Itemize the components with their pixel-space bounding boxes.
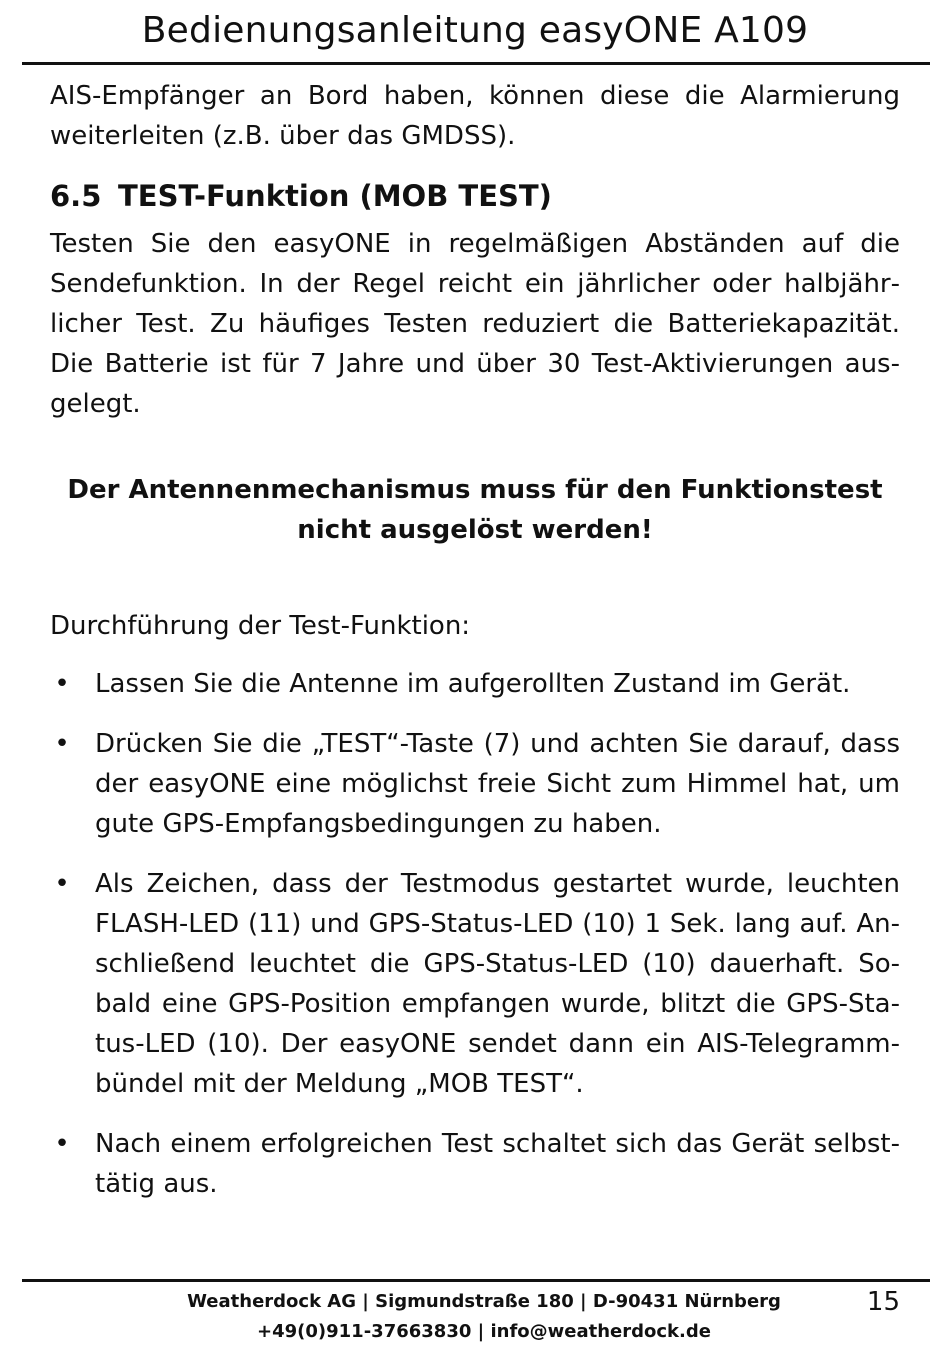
bullet-icon: • — [54, 1129, 70, 1159]
section-heading — [50, 176, 900, 216]
list-item — [50, 664, 900, 704]
list-item — [50, 864, 900, 1104]
list-item — [50, 724, 900, 844]
header-rule — [22, 62, 930, 65]
section-number: 6.5 — [50, 179, 102, 213]
page-header-title: Bedienungsanleitung easyONE A109 — [141, 10, 809, 51]
warning-note: Der Antennenmechanismus muss für den Funktionstest nicht ausgelöst werden! — [67, 475, 883, 545]
continuation-paragraph: AIS-Empfänger an Bord haben, können diese die Alarmierung weiterleiten (z.B. über das GMDSS). — [50, 81, 900, 151]
page-content — [50, 76, 900, 1224]
bullet-icon: • — [54, 729, 70, 759]
procedure-intro: Durchführung der Test-Funktion: — [50, 611, 471, 641]
bullet-icon: • — [54, 669, 70, 699]
footer-contact: +49(0)911-37663830 | info@weatherdock.de — [257, 1321, 711, 1342]
footer-rule — [22, 1279, 930, 1282]
procedure-list — [50, 664, 900, 1204]
list-item-text: Als Zeichen, dass der Testmodus gestartet wurde, leuchten FLASH-LED (11) und GPS-Status-LED (10) 1 Sek. lang auf. Anschließend leuchtet die GPS-Status-LED (10) dauerhaft. Sobald eine GPS-Position empfangen wurde, blitzt die GPS-Status-LED (10). Der easyONE sendet dann ein AIS-Telegrammbündel mit der Meldung „MOB TEST“. — [95, 869, 900, 1099]
intro-paragraph: Testen Sie den easyONE in regelmäßigen Abständen auf die Sendefunktion. In der Regel reicht ein jährlicher oder halbjährlicher Test. Zu häufiges Testen reduziert die Batteriekapazität. Die Batterie ist für 7 Jahre und über 30 Test-Aktivierungen ausgelegt. — [50, 229, 900, 419]
footer-address: Weatherdock AG | Sigmundstraße 180 | D-90431 Nürnberg — [187, 1291, 781, 1312]
section-title: TEST-Funktion (MOB TEST) — [118, 179, 552, 213]
page-number: 15 — [866, 1287, 900, 1317]
list-item-text: Drücken Sie die „TEST“-Taste (7) und achten Sie darauf, dass der easyONE eine möglichst freie Sicht zum Himmel hat, um gute GPS-Empfangsbedingungen zu haben. — [95, 729, 900, 839]
list-item-text: Nach einem erfolgreichen Test schaltet sich das Gerät selbsttätig aus. — [95, 1129, 900, 1199]
bullet-icon: • — [54, 869, 70, 899]
list-item-text: Lassen Sie die Antenne im aufgerollten Zustand im Gerät. — [95, 669, 851, 699]
list-item — [50, 1124, 900, 1204]
